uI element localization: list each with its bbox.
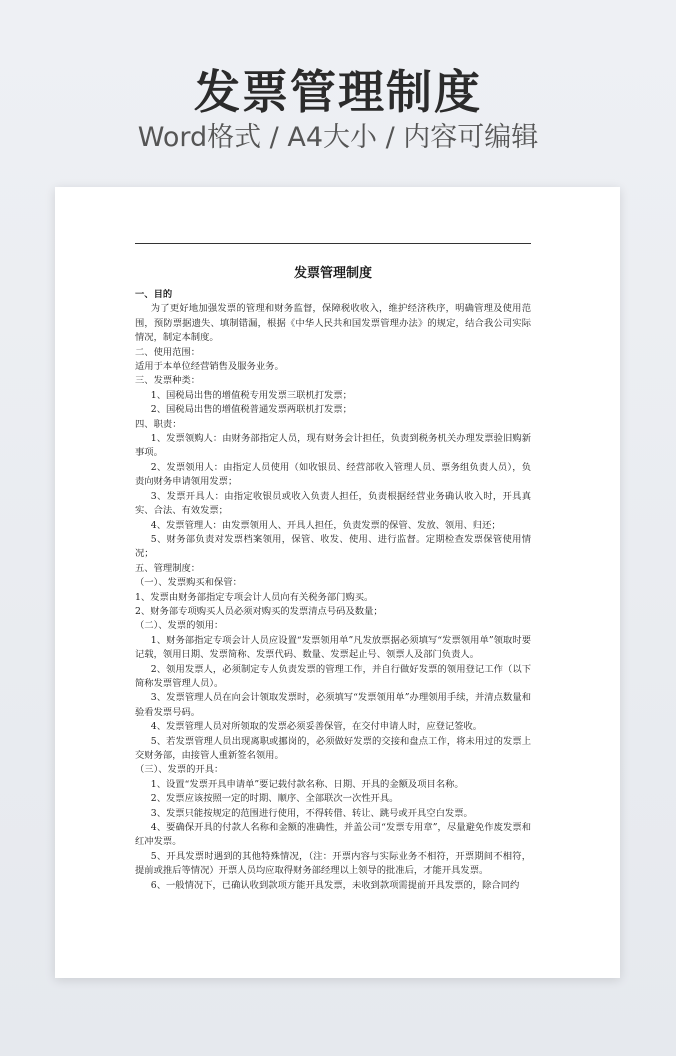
document-paragraph: 6、一般情况下，已确认收到款项方能开具发票，未收到款项需提前开具发票的，除合同约	[150, 879, 520, 891]
document-paragraph: 4、要确保开具的付款人名称和金额的准确性，并盖公司“发票专用章”，尽量避免作废发票和红冲发票。	[135, 822, 531, 848]
document-paragraph: 四、职责：	[135, 418, 182, 430]
document-paragraph: 适用于本单位经营销售及服务业务。	[135, 361, 284, 373]
document-paragraph: 1、设置“发票开具申请单”要记载付款名称、日期、开具的金额及项目名称。	[150, 778, 464, 790]
document-paragraph: （一）、发票购买和保管：	[135, 577, 242, 589]
document-paragraph: 3、发票管理人员在向会计领取发票时，必须填写“发票领用单”办理领用手续，并清点数量和验看发票号码。	[135, 692, 531, 718]
document-paragraph: 2、国税局出售的增值税普通发票两联机打发票；	[150, 404, 352, 416]
document-paragraph: 2、财务部专项购买人员必须对购买的发票清点号码及数量；	[135, 605, 383, 617]
document-paragraph: 二、使用范围：	[135, 346, 201, 358]
document-lines	[135, 288, 531, 893]
document-title: 发票管理制度	[293, 266, 372, 281]
document-paragraph: 2、发票应该按照一定的时期、顺序、全部联次一次性开具。	[150, 793, 399, 805]
document-paragraph: 1、国税局出售的增值税专用发票三联机打发票；	[150, 389, 352, 401]
document-paragraph: 三、发票种类：	[135, 375, 201, 387]
document-paragraph: 为了更好地加强发票的管理和财务监督，保障税收收入，维护经济秩序，明确管理及使用范围，预防票据遗失、填制错漏，根据《中华人民共和国发票管理办法》的规定，结合我公司实际情况，制定本制度。	[135, 303, 531, 344]
document-paragraph: 4、发票管理人员对所领取的发票必须妥善保管，在交付申请人时，应登记签收。	[150, 721, 483, 733]
banner-title: 发票管理制度	[194, 65, 482, 119]
document-paragraph: （二）、发票的领用：	[135, 620, 224, 632]
document-paragraph: 5、开具发票时遇到的其他特殊情况，（注：开票内容与实际业务不相符，开票期间不相符，提前或推后等情况）开票人员均应取得财务部经理以上领导的批准后，才能开具发票。	[135, 850, 531, 877]
document-paragraph: 5、若发票管理人员出现离职或挪岗的，必须做好发票的交接和盘点工作，将未用过的发票上交财务部，由接管人重新签名领用。	[135, 735, 531, 761]
header-rule	[135, 243, 531, 244]
document-paragraph: 一、目的	[135, 289, 173, 300]
document-paragraph: 3、发票开具人：由指定收银员或收入负责人担任，负责根据经营业务确认收入时，开具真实、合法、有效发票；	[135, 490, 531, 517]
document-paragraph: 3、发票只能按规定的范围进行使用，不得转借、转让、跳号或开具空白发票。	[150, 807, 473, 819]
document-paragraph: 2、领用发票人，必须制定专人负责发票的管理工作，并自行做好发票的领用登记工作（以下简称发票管理人员）。	[135, 663, 531, 689]
document-paragraph: 4、发票管理人：由发票领用人、开具人担任，负责发票的保管、发放、领用、归还；	[150, 519, 501, 531]
banner-subtitle: Word格式 / A4大小 / 内容可编辑	[137, 122, 539, 153]
document-page	[55, 187, 620, 978]
document-paragraph: 2、发票领用人：由指定人员使用（如收银员、经营部收入管理人员、票务组负责人员），负责向财务申请领用发票；	[135, 461, 531, 488]
document-paragraph: （三）、发票的开具：	[135, 764, 224, 776]
document-paragraph: 1、发票领购人：由财务部指定人员，现有财务会计担任，负责到税务机关办理发票验旧购新事项。	[135, 433, 531, 459]
document-body	[135, 263, 531, 973]
document-paragraph: 1、财务部指定专项会计人员应设置“发票领用单”凡发放票据必须填写“发票领用单”领取时要记载，领用日期、发票简称、发票代码、数量、发票起止号、领票人及部门负责人。	[135, 634, 531, 661]
document-paragraph: 5、财务部负责对发票档案领用，保管、收发、使用、进行监督。定期检查发票保管使用情况；	[135, 533, 531, 560]
document-paragraph: 五、管理制度：	[135, 562, 201, 574]
document-paragraph: 1、发票由财务部指定专项会计人员向有关税务部门购买。	[135, 591, 374, 603]
